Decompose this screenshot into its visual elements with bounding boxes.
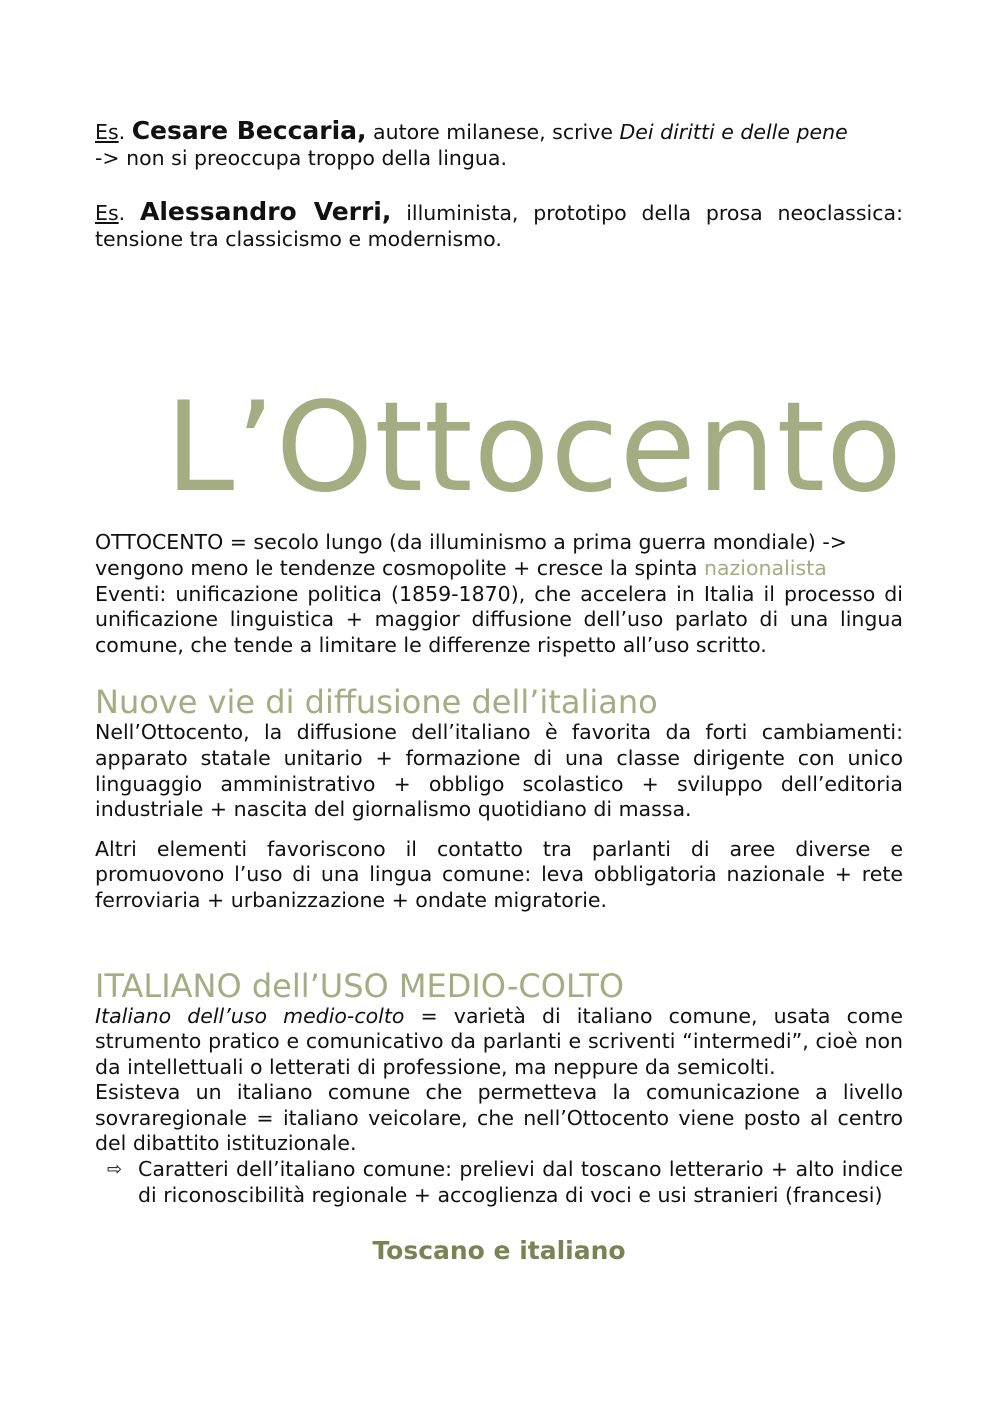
definition-text: = varietà di italiano comune, usata come strumento pratico e comunicativo da parlanti e scriventi “intermedi”, cioè non da intellettuali o letterati di professione, ma neppure da semicolti. — [95, 1003, 903, 1079]
author-name: Cesare Beccaria, — [131, 116, 367, 145]
intro-line1: OTTOCENTO = secolo lungo (da illuminismo a prima guerra mondiale) -> — [95, 530, 847, 555]
author-name: Alessandro Verri, — [140, 197, 392, 227]
example-text-after: -> non si preoccupa troppo della lingua. — [95, 145, 508, 170]
definition-paragraph — [95, 1004, 903, 1081]
example-dot: . — [118, 120, 126, 144]
example-prefix: Es — [95, 201, 119, 226]
example-verri — [95, 199, 903, 252]
example-text: illuminista, prototipo della prosa neoclassica: tensione tra classicismo e modernismo. — [95, 201, 903, 251]
paragraph: Esisteva un italiano comune che permetteva la comunicazione a livello sovraregionale = italiano veicolare, che nell’Ottocento viene posto al centro del dibattito istituzionale. — [95, 1080, 903, 1156]
example-text: autore milanese, scrive — [366, 120, 620, 144]
work-title: Dei diritti e delle pene — [619, 120, 848, 144]
paragraph: Nell’Ottocento, la diffusione dell’italiano è favorita da forti cambiamenti: apparato statale unitario + formazione di una classe dirigente con unico linguaggio amministrativo + obbligo scolastico + sviluppo dell’editoria industriale + nascita del giornalismo quotidiano di massa. — [95, 720, 903, 822]
bullet-text: Caratteri dell’italiano comune: prelievi dal toscano letterario + alto indice di riconoscibilità regionale + accoglienza di voci e usi stranieri (francesi) — [138, 1157, 903, 1207]
example-beccaria — [95, 118, 903, 171]
intro-events: Eventi: unificazione politica (1859-1870), che accelera in Italia il processo di unificazione linguistica + maggior diffusione dell’uso parlato di una lingua comune, che tende a limitare le differenze rispetto all’uso scritto. — [95, 581, 903, 657]
section-heading: ITALIANO dell’USO MEDIO-COLTO — [95, 966, 625, 1005]
section-heading: Nuove vie di diffusione dell’italiano — [95, 683, 658, 722]
definition-term: Italiano dell’uso medio-colto — [95, 1003, 405, 1028]
example-prefix: Es — [95, 120, 119, 144]
example-dot: . — [118, 201, 126, 226]
intro-block — [95, 530, 903, 658]
subsection-heading: Toscano e italiano — [372, 1236, 626, 1266]
highlight-word: nazionalista — [703, 555, 827, 580]
paragraph: Altri elementi favoriscono il contatto tra parlanti di aree diverse e promuovono l’uso di una lingua comune: leva obbligatoria nazionale + rete ferroviaria + urbanizzazione + ondate migratorie. — [95, 836, 903, 912]
arrow-icon: ⇨ — [107, 1159, 123, 1181]
document-page — [95, 118, 903, 1266]
intro-line2 — [95, 556, 903, 582]
intro-line2-text: vengono meno le tendenze cosmopolite + cresce la spinta — [95, 555, 704, 580]
chapter-title: L’Ottocento — [165, 376, 903, 521]
bullet-item — [95, 1157, 903, 1208]
